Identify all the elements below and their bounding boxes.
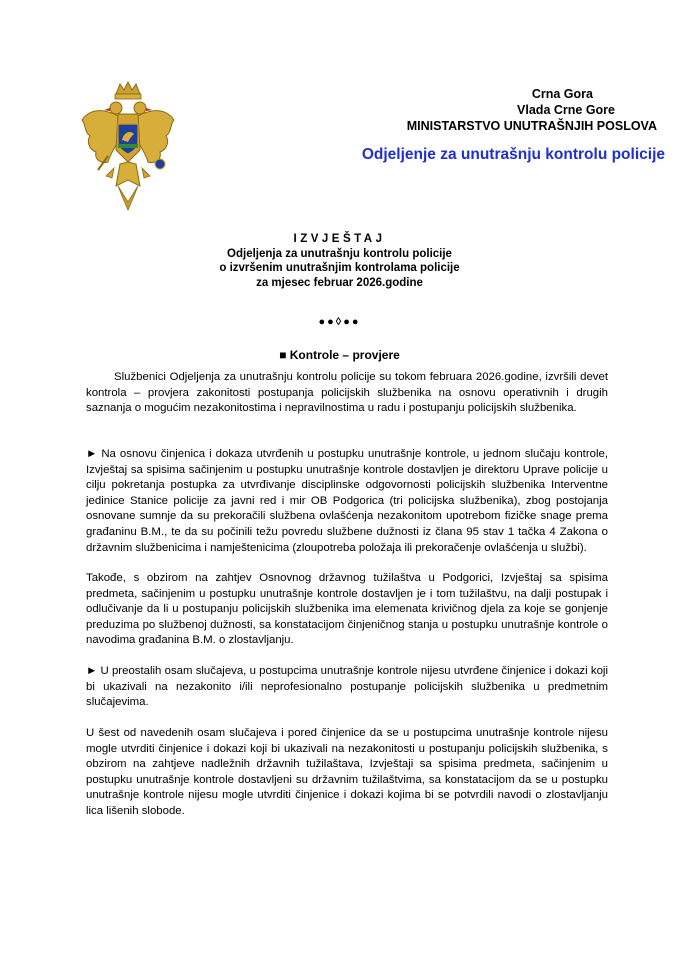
report-subtitle-3: za mjesec februar 2026.godine [256,276,423,289]
government-name: Vlada Crne Gore [517,103,615,117]
department-name: Odjeljenje za unutrašnju kontrolu policije [361,146,665,163]
coat-of-arms-icon [78,80,178,215]
ornament-divider: ●●◊●● [318,316,361,328]
ministry-name: MINISTARSTVO UNUTRAŠNJIH POSLOVA [406,119,657,133]
section-heading: ■ Kontrole – provjere [279,348,400,362]
paragraph-3: Takođe, s obzirom na zahtjev Osnovnog državnog tužilaštva u Podgorici, Izvještaj sa spisima predmeta, sačinjenim u postupku unutrašnje kontrole dostavljen je i tom tužilaštvu, na dalji postupak i odlučivanje da li u postupanju policijskih službenika ima elemenata krivičnog djela za koje se gonjenje preduzima po službenoj dužnosti, sa konstatacijom činjeničnog stanja u postupku unutrašnje kontrole o navodima građanina B.M. o zlostavljanju. [86,572,608,647]
report-title-block [0,232,679,290]
paragraph-2: ► Na osnovu činjenica i dokaza utvrđenih u postupku unutrašnje kontrole, u jednom slučaju kontrole, Izvještaj sa spisima sačinjenim u postupku unutrašnje kontrole dostavljen je direktoru Uprave policije u cilju pokretanja postupka za utvrđivanje disciplinske odgovornosti policijskih službenika Interventne jedinice Stanice policije za javni red i mir OB Podgorica (tri policijska službenika), zbog postojanja osnovane sumnje da su prekoračili službena ovlašćenja nezakonitom upotrebom fizičke snage prema građaninu B.M., te da su počinili težu povredu službene dužnosti iz člana 95 stav 1 tačka 4 Zakona o državnim službenicima i namještenicima (zloupotreba položaja ili prekoračenje ovlašćenja u službi). [86,448,608,554]
paragraph-5: U šest od navedenih osam slučajeva i pored činjenice da se u postupcima unutrašnje kontrole nijesu mogle utvrditi činjenice i dokazi koji bi ukazivali na nezakonitosti u postupanju policijskih službenika, s obzirom na zahtjeve nadležnih državnih tužilaštava, Izvještaji sa spisima predmeta, sačinjenim u postupku unutrašnje kontrole dostavljeni su državnim tužilaštvima, sa konstatacijom da se u postupku unutrašnje kontrole nijesu mogle utvrditi činjenice i dokazi kojima bi se potvrdili navodi o zlostavljanju lica lišenih slobode. [86,727,608,817]
country-name: Crna Gora [531,87,593,101]
letterhead [361,86,665,164]
report-title: IZVJEŠTAJ [293,233,386,245]
report-subtitle-1: Odjeljenja za unutrašnju kontrolu policije [227,247,452,260]
paragraph-1: Službenici Odjeljenja za unutrašnju kontrolu policije su tokom februara 2026.godine, izvršili devet kontrola – provjera zakonitosti postupanja policijskih službenika na osnovu operativnih i drugih saznanja o mogućim nezakonitostima i nepravilnostima u radu i postupanju policijskih službenika. [86,371,608,415]
paragraph-4: ► U preostalih osam slučajeva, u postupcima unutrašnje kontrole nijesu utvrđene činjenice i dokazi koji bi ukazivali na nezakonito i/ili neprofesionalno postupanje policijskih službenika u predmetnim slučajevima. [86,665,608,709]
report-subtitle-2: o izvršenim unutrašnjim kontrolama policije [219,262,460,274]
